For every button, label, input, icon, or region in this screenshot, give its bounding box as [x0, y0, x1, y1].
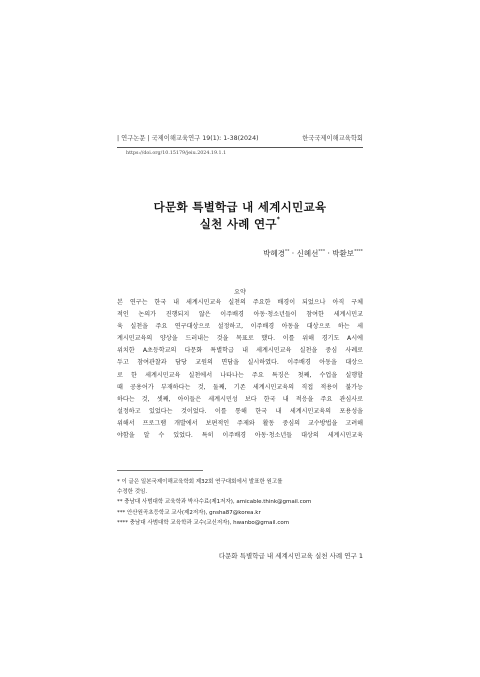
- author-mark: ***: [318, 249, 326, 255]
- author-name: 박혜경: [263, 249, 285, 258]
- footnotes: [117, 477, 363, 528]
- abstract-line: 위치한 A초등학교의 다문화 특별학급 내 세계시민교육 실천을 중심 사례로: [117, 347, 363, 355]
- author-name: 신혜선: [296, 249, 319, 258]
- abstract-line: 본 연구는 한국 내 세계시민교육 실천의 주요한 배경이 되었으나 아직 구체: [117, 299, 363, 306]
- paper-title-text: 실천 사례 연구: [199, 217, 277, 231]
- paper-title-line-2: [117, 216, 363, 232]
- title-footnote-mark: *: [276, 216, 281, 223]
- author-mark: ****: [354, 249, 363, 255]
- abstract-line: 위해서 프로그램 개발에서 보편적인 주제와 활동 중심의 교수방법을 고려해: [117, 419, 363, 427]
- author-separator: ·: [327, 249, 330, 258]
- abstract-line: 야함을 알 수 있었다. 특히 이주배경 아동·청소년들 대상의 세계시민교육: [117, 432, 363, 440]
- abstract-line: 로 한 세계시민교육 실천에서 나타나는 주요 특징은 첫째, 수업을 실행할: [117, 371, 363, 379]
- paper-title-line-1: 다문화 특별학급 내 세계시민교육: [153, 200, 327, 214]
- footnote: *** 안산원곡초등학교 교사(제2저자), gnsha87@korea.kr: [117, 509, 261, 516]
- header-rule: [117, 147, 363, 148]
- footnote: * 이 글은 일본국제이해교육학회 제32회 연구대회에서 발표한 원고를: [117, 479, 283, 485]
- abstract-line: 때 공용어가 부재하다는 것, 둘째, 기존 세계시민교육의 직접 적용이 불가능: [117, 383, 363, 391]
- footnote: 수정한 것임.: [117, 489, 148, 496]
- abstract-line: 하다는 것, 셋째, 아이들은 세계시민성 보다 한국 내 적응을 주요 관심사로: [117, 395, 363, 403]
- abstract-line: 계시민교육의 양상을 드러내는 것을 목표로 했다. 이를 위해 경기도 A시에: [117, 335, 363, 343]
- author-name: 박환보: [332, 249, 354, 258]
- footnote: **** 충남대 사범대학 교육학과 교수(교신저자), hwanbo@gmail.com: [117, 519, 290, 526]
- abstract-heading: 요약: [234, 289, 246, 296]
- journal-info: | 연구논문 | 국제이해교육연구 19(1): 1-38(2024): [117, 135, 259, 142]
- abstract-body: [117, 297, 363, 442]
- running-header: [117, 133, 363, 142]
- page-footer: 다문화 특별학급 내 세계시민교육 실천 사례 연구 1: [218, 552, 363, 560]
- author-list: [263, 248, 363, 259]
- abstract-line: 두고 참여관찰과 담당 교원의 면담을 실시하였다. 이주배경 아동을 대상으: [117, 359, 363, 367]
- author-mark: **: [284, 249, 290, 255]
- footnote-rule: [117, 470, 203, 471]
- doi-link[interactable]: https://doi.org/10.15179/jeiu.2024.19.1.1: [126, 151, 227, 156]
- abstract-line: 육 실천을 주요 연구대상으로 설정하고, 이주배경 아동을 대상으로 하는 세: [117, 323, 363, 331]
- footnote: ** 충남대 사범대학 교육학과 박사수료(제1저자), amicable.think@gmail.com: [117, 499, 312, 506]
- society-name: 한국국제이해교육학회: [302, 135, 363, 142]
- abstract-line: 설정하고 있었다는 것이었다. 이를 통해 한국 내 세계시민교육의 포용성을: [117, 407, 363, 415]
- author-separator: ·: [291, 249, 295, 258]
- abstract-line: 적인 논의가 진행되지 않은 이주배경 아동·청소년들이 참여한 세계시민교: [117, 311, 363, 319]
